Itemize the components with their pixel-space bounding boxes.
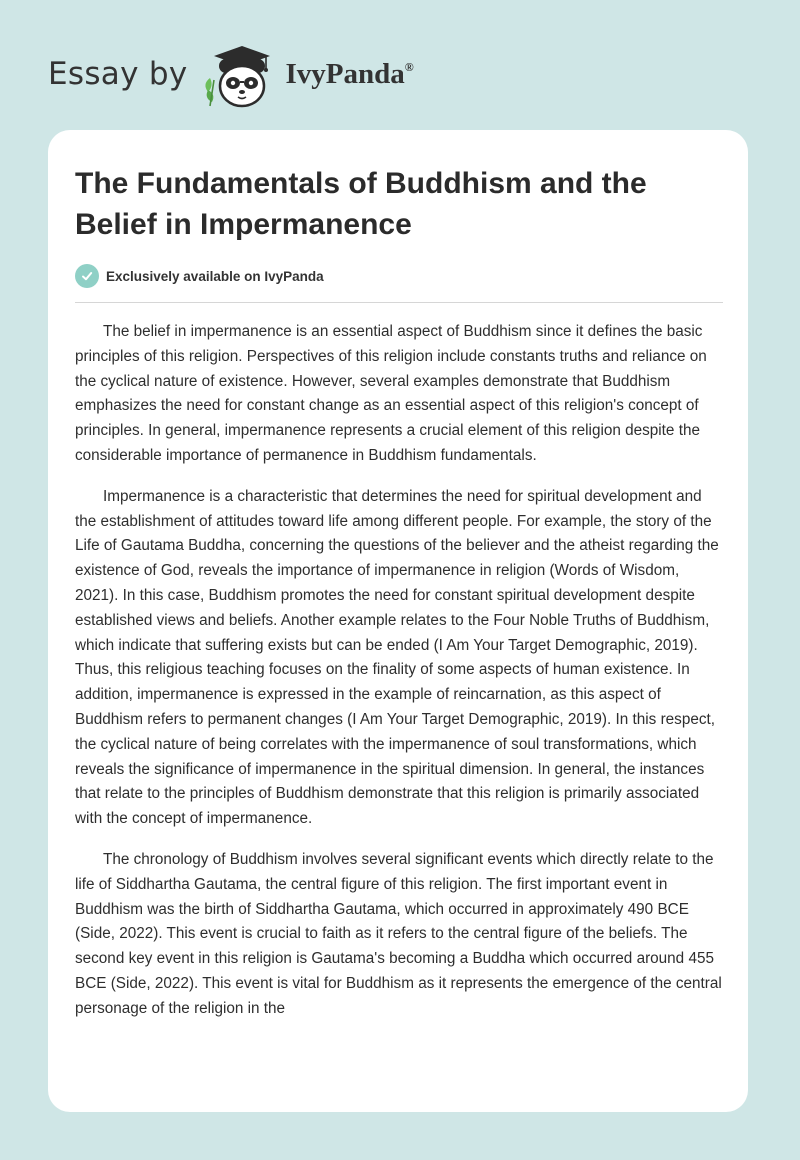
registered-mark: ®: [404, 59, 414, 74]
exclusive-badge: [75, 264, 324, 288]
paragraph: The belief in impermanence is an essential aspect of Buddhism since it defines the basic principles of this religion. Perspectives of this religion include constants truths and reliance on the cyclical nature of existence. However, several examples demonstrate that Buddhism emphasizes the need for constant change as an essential aspect of this religion's concept of principles. In general, impermanence represents a crucial element of this religion despite the considerable importance of permanence in Buddhism fundamentals.: [75, 323, 707, 464]
essay-by-label: Essay by: [48, 56, 188, 92]
divider: [75, 302, 723, 303]
exclusive-label: Exclusively available on IvyPanda: [106, 268, 324, 284]
essay-card: [48, 130, 748, 1112]
brand-name: IvyPanda®: [285, 57, 414, 90]
paragraph: The chronology of Buddhism involves several significant events which directly relate to the life of Siddhartha Gautama, the central figure of this religion. The first important event in Buddhism was the birth of Siddhartha Gautama, which occurred in approximately 490 BCE (Side, 2022). This event is crucial to faith as it refers to the central figure of the beliefs. The second key event in this religion is Gautama's becoming a Buddha which occurred around 455 BCE (Side, 2022). This event is vital for Buddhism as it represents the emergence of the central personage of the religion in the: [75, 850, 722, 1017]
ivypanda-logo[interactable]: [200, 36, 414, 112]
site-header: [48, 36, 414, 112]
paragraph: Impermanence is a characteristic that determines the need for spiritual development and the establishment of attitudes toward life among different people. For example, the story of the Life of Gautama Buddha, concerning the questions of the believer and the atheist regarding the existence of God, reveals the importance of impermanence in religion (Words of Wisdom, 2021). In this case, Buddhism promotes the need for constant spiritual development despite established views and beliefs. Another example relates to the Four Noble Truths of Buddhism, which indicate that suffering exists but can be ended (I Am Your Target Demographic, 2019). Thus, this religious teaching focuses on the finality of some aspects of human existence. In addition, impermanence is expressed in the example of reincarnation, as this aspect of Buddhism refers to permanent changes (I Am Your Target Demographic, 2019). In this respect, the cyclical nature of being correlates with the impermanence of soul transformations, which reveals the significance of impermanence in the spiritual dimension. In general, the instances that relate to the principles of Buddhism demonstrate that this religion is primarily associated with the concept of impermanence.: [75, 487, 719, 828]
essay-body: [75, 320, 725, 1038]
essay-title: The Fundamentals of Buddhism and the Belief in Impermanence: [75, 167, 647, 241]
check-circle-icon: [75, 264, 99, 288]
panda-logo-icon: [200, 36, 282, 112]
